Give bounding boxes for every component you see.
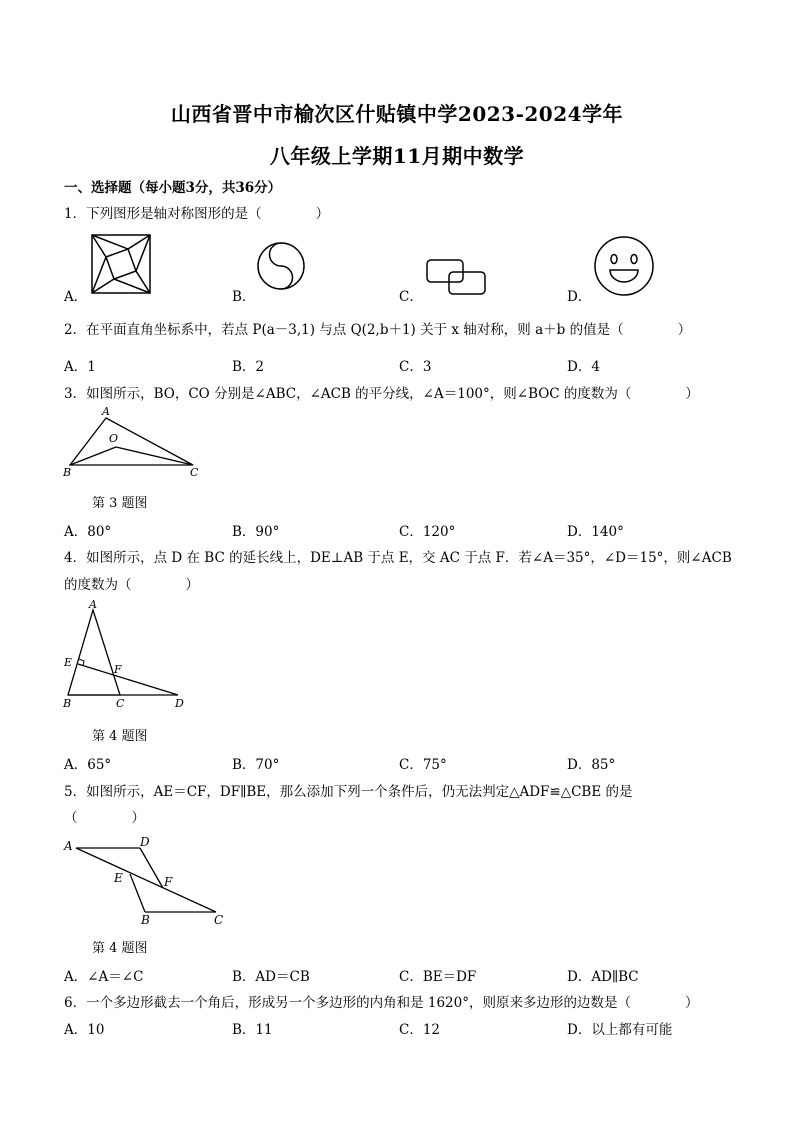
q5-label-a: A bbox=[64, 839, 73, 853]
q3-label-o: O bbox=[109, 432, 119, 445]
q4-label-d: D bbox=[175, 697, 184, 710]
q5-label-c: C bbox=[214, 913, 224, 927]
q6-option-c[interactable]: C．12 bbox=[399, 1022, 441, 1038]
q2-option-c[interactable]: C．3 bbox=[399, 359, 432, 375]
q6-stem: 6．一个多边形截去一个角后，形成另一个多边形的内角和是 1620°，则原来多边形的边数是（ ） bbox=[64, 995, 699, 1011]
q5-option-c[interactable]: C．BE＝DF bbox=[399, 969, 477, 985]
q5-option-a[interactable]: A．∠A＝∠C bbox=[64, 969, 144, 985]
q1-figure-c bbox=[425, 258, 489, 298]
q5-stem-line2: （ ） bbox=[64, 810, 145, 826]
q4-figure bbox=[58, 596, 193, 712]
section-heading: 一、选择题（每小题3分，共36分） bbox=[64, 180, 282, 196]
q6-option-d[interactable]: D．以上都有可能 bbox=[567, 1022, 673, 1038]
q3-stem: 3．如图所示，BO，CO 分别是∠ABC，∠ACB 的平分线，∠A＝100°，则∠BOC 的度数为（ ） bbox=[64, 386, 699, 402]
q6-option-a[interactable]: A．10 bbox=[64, 1022, 105, 1038]
q5-option-b[interactable]: B．AD＝CB bbox=[232, 969, 310, 985]
q4-label-e: E bbox=[64, 656, 73, 669]
q4-stem-line1: 4．如图所示，点 D 在 BC 的延长线上，DE⊥AB 于点 E，交 AC 于点 F．若∠A＝35°，∠D＝15°，则∠ACB bbox=[64, 550, 732, 566]
q5-figure bbox=[60, 830, 230, 930]
q1-figure-b bbox=[255, 240, 307, 292]
q3-option-a[interactable]: A．80° bbox=[64, 524, 112, 540]
q3-option-d[interactable]: D．140° bbox=[567, 524, 624, 540]
doc-title-line2: 八年级上学期11月期中数学 bbox=[269, 144, 525, 168]
q2-option-a[interactable]: A．1 bbox=[64, 359, 96, 375]
q3-label-b: B bbox=[63, 466, 72, 479]
q3-label-c: C bbox=[190, 466, 199, 479]
q4-option-b[interactable]: B．70° bbox=[232, 757, 280, 773]
q5-label-f: F bbox=[164, 875, 173, 889]
q4-option-a[interactable]: A．65° bbox=[64, 757, 112, 773]
q5-option-d[interactable]: D．AD∥BC bbox=[567, 969, 639, 985]
q5-stem-line1: 5．如图所示，AE＝CF，DF∥BE，那么添加下列一个条件后，仍无法判定△ADF≌△CBE 的是 bbox=[64, 784, 633, 800]
q5-label-d: D bbox=[140, 835, 150, 849]
q4-option-c[interactable]: C．75° bbox=[399, 757, 447, 773]
q2-stem: 2．在平面直角坐标系中，若点 P(a－3,1) 与点 Q(2,b＋1) 关于 x 轴对称，则 a＋b 的值是（ ） bbox=[64, 322, 692, 338]
q3-option-b[interactable]: B．90° bbox=[232, 524, 280, 540]
q4-option-d[interactable]: D．85° bbox=[567, 757, 616, 773]
q1-option-a[interactable]: A． bbox=[64, 289, 88, 305]
doc-title-line1: 山西省晋中市榆次区什贴镇中学2023-2024学年 bbox=[170, 102, 624, 126]
q1-option-b[interactable]: B． bbox=[232, 289, 256, 305]
q6-option-b[interactable]: B．11 bbox=[232, 1022, 273, 1038]
q3-option-c[interactable]: C．120° bbox=[399, 524, 456, 540]
q4-stem-line2: 的度数为（ ） bbox=[64, 577, 199, 593]
q1-figure-a bbox=[90, 233, 154, 297]
q4-label-b: B bbox=[63, 697, 72, 710]
q1-option-c[interactable]: C． bbox=[399, 289, 423, 305]
q3-caption: 第 3 题图 bbox=[92, 496, 148, 511]
q5-label-e: E bbox=[114, 871, 123, 885]
q4-label-f: F bbox=[114, 663, 122, 676]
q2-option-d[interactable]: D．4 bbox=[567, 359, 600, 375]
q4-caption: 第 4 题图 bbox=[92, 729, 148, 744]
q4-label-c: C bbox=[116, 697, 125, 710]
q1-stem: 1．下列图形是轴对称图形的是（ ） bbox=[64, 206, 330, 222]
q2-option-b[interactable]: B．2 bbox=[232, 359, 265, 375]
q3-label-a: A bbox=[102, 405, 110, 418]
q1-figure-d bbox=[592, 234, 656, 298]
q5-caption: 第 4 题图 bbox=[92, 941, 148, 956]
q4-label-a: A bbox=[89, 598, 97, 611]
q3-figure bbox=[60, 404, 205, 480]
q5-label-b: B bbox=[141, 913, 150, 927]
q1-option-d[interactable]: D． bbox=[567, 289, 592, 305]
